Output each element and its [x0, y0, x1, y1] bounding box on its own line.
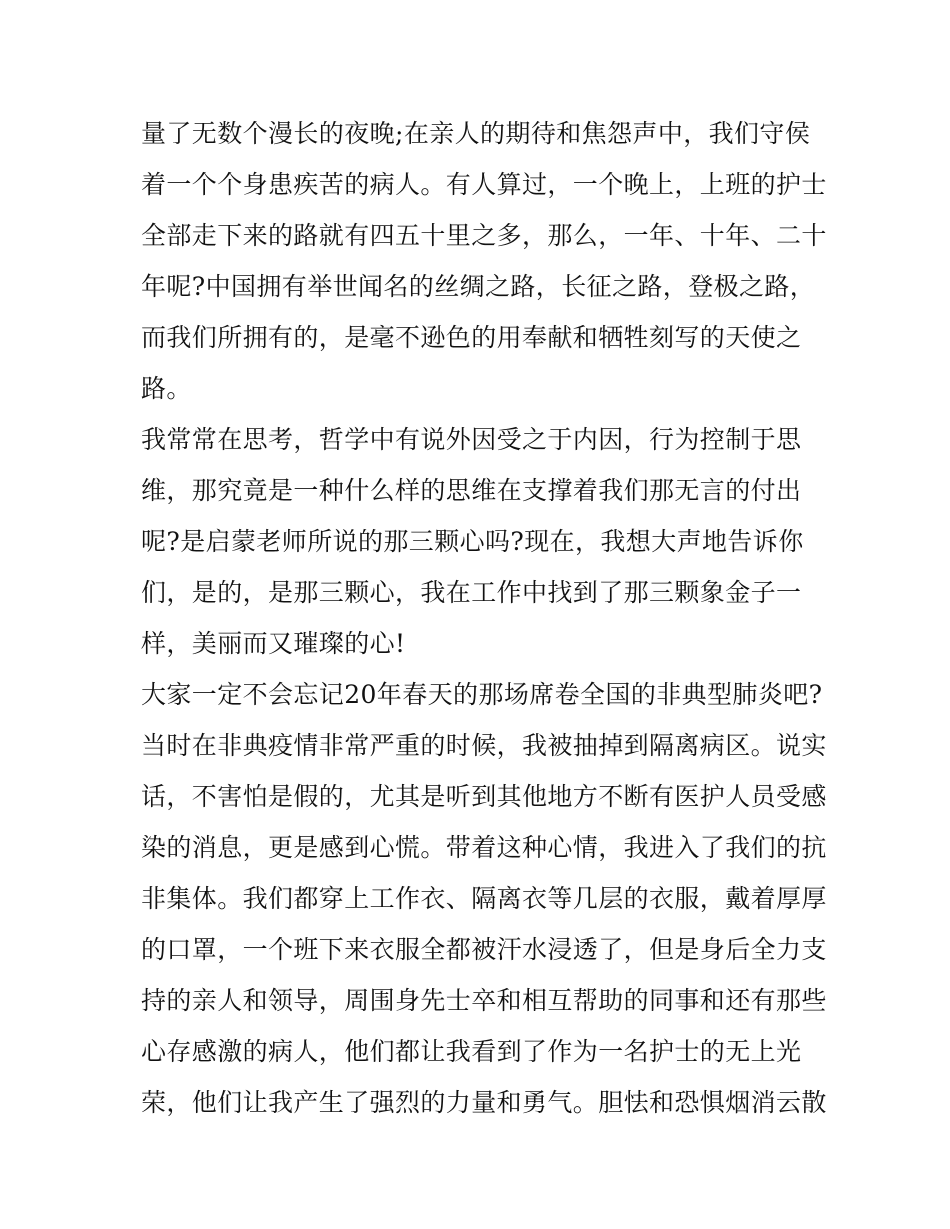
- text-line: 全部走下来的路就有四五十里之多，那么，一年、十年、二十: [141, 221, 827, 250]
- text-line: 我常常在思考，哲学中有说外因受之于内因，行为控制于思: [141, 425, 802, 454]
- text-line: 年呢?中国拥有举世闻名的丝绸之路，长征之路，登极之路，: [141, 272, 816, 301]
- text-line: 非集体。我们都穿上工作衣、隔离衣等几层的衣服，戴着厚厚: [141, 884, 827, 913]
- text-line: 呢?是启蒙老师所说的那三颗心吗?现在，我想大声地告诉你: [141, 527, 804, 556]
- text-line: 持的亲人和领导，周围身先士卒和相互帮助的同事和还有那些: [141, 986, 827, 1015]
- text-line: 路。: [141, 374, 192, 403]
- document-body: [141, 108, 831, 1128]
- text-line: 而我们所拥有的，是毫不逊色的用奉献和牺牲刻写的天使之: [141, 323, 802, 352]
- text-line: 着一个个身患疾苦的病人。有人算过，一个晚上，上班的护士: [141, 170, 827, 199]
- text-line: 的口罩，一个班下来衣服全都被汗水浸透了，但是身后全力支: [141, 935, 827, 964]
- text-line: 们，是的，是那三颗心，我在工作中找到了那三颗象金子一: [141, 578, 802, 607]
- text-line: 话，不害怕是假的，尤其是听到其他地方不断有医护人员受感: [141, 782, 827, 811]
- text-line: 荣，他们让我产生了强烈的力量和勇气。胆怯和恐惧烟消云散: [141, 1088, 827, 1117]
- text-line: 心存感激的病人，他们都让我看到了作为一名护士的无上光: [141, 1037, 802, 1066]
- text-line: 大家一定不会忘记20年春天的那场席卷全国的非典型肺炎吧?: [141, 680, 823, 709]
- text-line: 样，美丽而又璀璨的心!: [141, 629, 406, 658]
- text-line: 染的消息，更是感到心慌。带着这种心情，我进入了我们的抗: [141, 833, 827, 862]
- text-line: 量了无数个漫长的夜晚;在亲人的期待和焦怨声中，我们守侯: [141, 119, 811, 148]
- text-line: 维，那究竟是一种什么样的思维在支撑着我们那无言的付出: [141, 476, 802, 505]
- text-line: 当时在非典疫情非常严重的时候，我被抽掉到隔离病区。说实: [141, 731, 827, 760]
